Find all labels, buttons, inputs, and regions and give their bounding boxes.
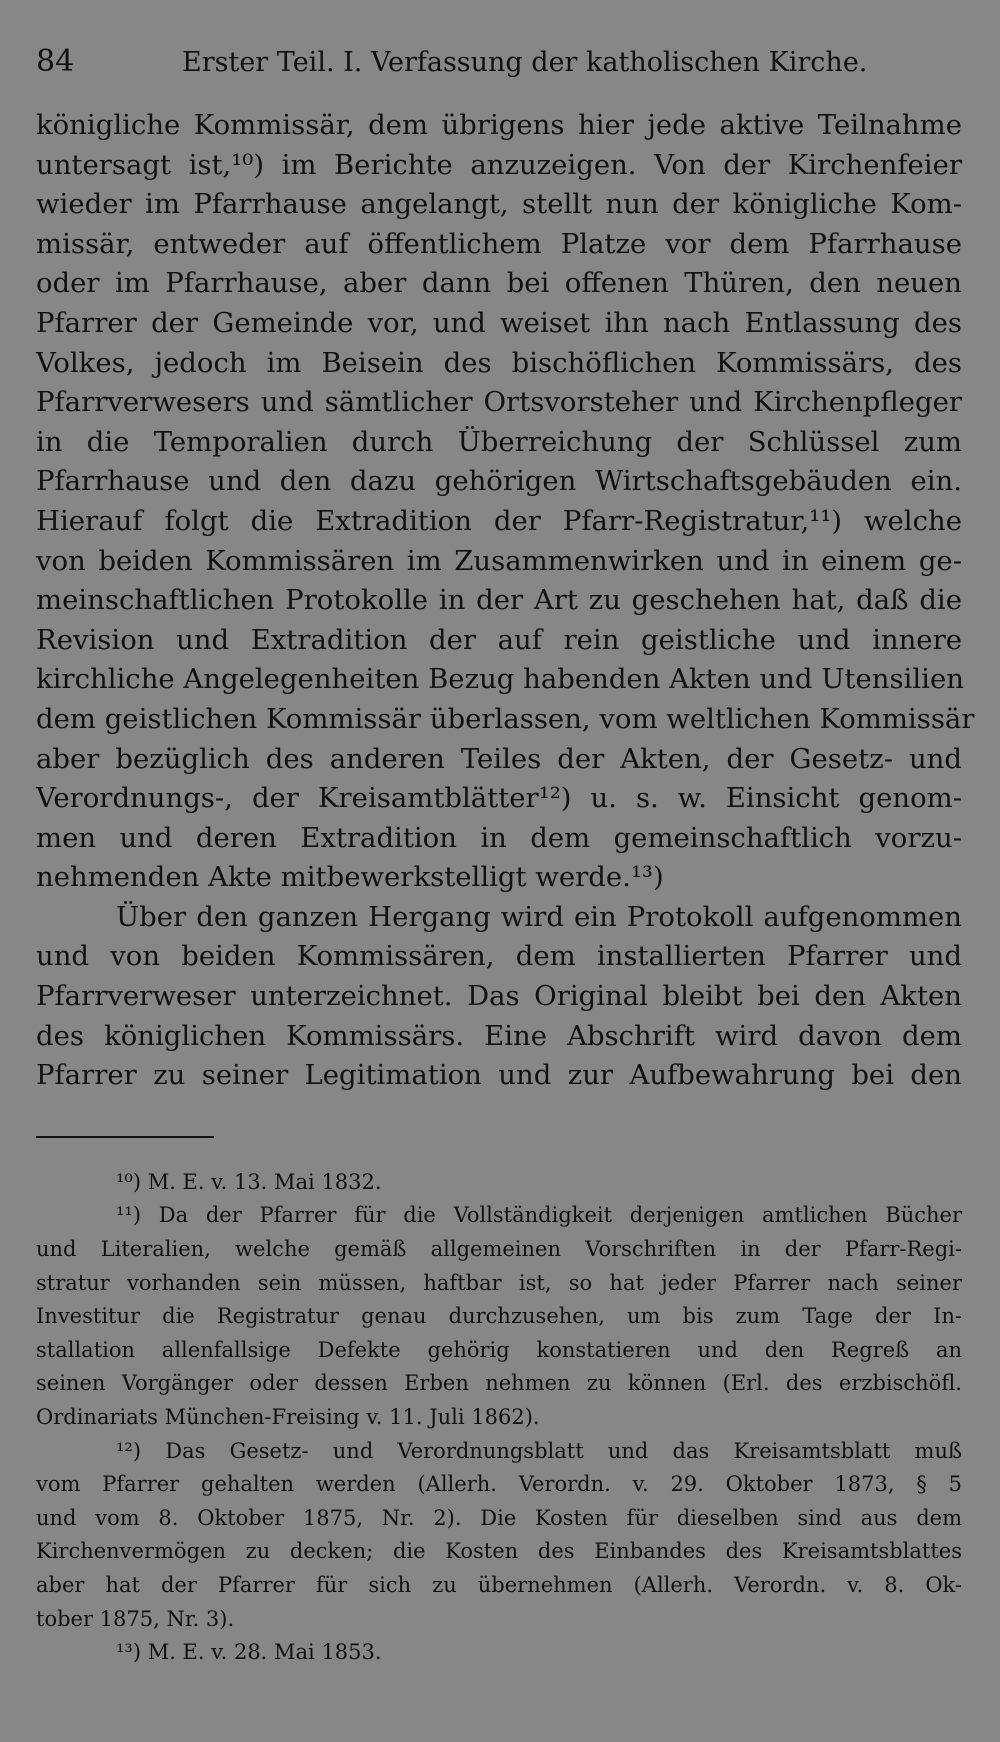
body-line: untersagt ist,¹⁰) im Berichte anzuzeigen. Von der Kirchenfeier bbox=[36, 148, 962, 181]
body-line: nehmenden Akte mitbewerkstelligt werde.¹³) bbox=[36, 861, 664, 894]
footnote-line: seinen Vorgänger oder dessen Erben nehmen zu können (Erl. des erzbischöfl. bbox=[36, 1371, 962, 1396]
footnote-line: stallation allenfallsige Defekte gehörig konstatieren und den Regreß an bbox=[36, 1337, 962, 1362]
body-line: kirchliche Angelegenheiten Bezug habenden Akten und Utensilien bbox=[36, 663, 964, 696]
body-line: des königlichen Kommissärs. Eine Abschrift wird davon dem bbox=[36, 1019, 962, 1052]
body-line: in die Temporalien durch Überreichung der Schlüssel zum bbox=[36, 425, 962, 458]
body-line: Volkes, jedoch im Beisein des bischöflichen Kommissärs, des bbox=[36, 346, 962, 379]
footnote-line: tober 1875, Nr. 3). bbox=[36, 1606, 235, 1631]
body-line: Hierauf folgt die Extradition der Pfarr-Registratur,¹¹) welche bbox=[36, 504, 962, 537]
footnote-line: Kirchenvermögen zu decken; die Kosten des Einbandes des Kreisamtsblattes bbox=[36, 1539, 962, 1564]
body-line: men und deren Extradition in dem gemeinschaftlich vorzu- bbox=[36, 821, 962, 854]
footnote-divider bbox=[36, 1136, 214, 1138]
footnote-line: und Literalien, welche gemäß allgemeinen Vorschriften in der Pfarr-Regi- bbox=[36, 1237, 962, 1262]
footnotes bbox=[36, 1166, 962, 1670]
body-line: Über den ganzen Hergang wird ein Protokoll aufgenommen bbox=[116, 900, 962, 933]
running-title: Erster Teil. I. Verfassung der katholischen Kirche. bbox=[182, 47, 868, 78]
body-text bbox=[36, 106, 975, 1096]
body-line: Pfarrverweser unterzeichnet. Das Original bleibt bei den Akten bbox=[36, 980, 962, 1013]
body-line: Revision und Extradition der auf rein geistliche und innere bbox=[36, 623, 962, 656]
page-number: 84 bbox=[36, 44, 75, 79]
body-line: missär, entweder auf öffentlichem Platze vor dem Pfarrhause bbox=[36, 227, 962, 260]
body-line: Pfarrhause und den dazu gehörigen Wirtschaftsgebäuden ein. bbox=[36, 465, 962, 498]
footnote-line: aber hat der Pfarrer für sich zu übernehmen (Allerh. Verordn. v. 8. Ok- bbox=[36, 1572, 962, 1597]
footnote-line: Ordinariats München-Freising v. 11. Juli 1862). bbox=[36, 1405, 540, 1429]
body-line: und von beiden Kommissären, dem installierten Pfarrer und bbox=[36, 940, 962, 973]
body-line: Pfarrer der Gemeinde vor, und weiset ihn nach Entlassung des bbox=[36, 306, 962, 339]
footnote-line: und vom 8. Oktober 1875, Nr. 2). Die Kosten für dieselben sind aus dem bbox=[36, 1505, 962, 1530]
body-line: dem geistlichen Kommissär überlassen, vom weltlichen Kommissär bbox=[36, 702, 975, 735]
body-line: wieder im Pfarrhause angelangt, stellt nun der königliche Kom- bbox=[36, 188, 962, 221]
body-line: Pfarrverwesers und sämtlicher Ortsvorsteher und Kirchenpfleger bbox=[36, 386, 962, 419]
footnote-line: vom Pfarrer gehalten werden (Allerh. Verordn. v. 29. Oktober 1873, § 5 bbox=[36, 1472, 962, 1497]
body-line: königliche Kommissär, dem übrigens hier jede aktive Teilnahme bbox=[36, 109, 962, 141]
body-line: aber bezüglich des anderen Teiles der Akten, der Gesetz- und bbox=[36, 742, 962, 775]
footnote-line: Investitur die Registratur genau durchzusehen, um bis zum Tage der In- bbox=[36, 1304, 962, 1329]
footnote-line: ¹⁰) M. E. v. 13. Mai 1832. bbox=[116, 1169, 382, 1194]
body-line: oder im Pfarrhause, aber dann bei offenen Thüren, den neuen bbox=[36, 267, 962, 300]
body-line: von beiden Kommissären im Zusammenwirken und in einem ge- bbox=[36, 544, 962, 577]
footnote-line: stratur vorhanden sein müssen, haftbar ist, so hat jeder Pfarrer nach seiner bbox=[36, 1270, 962, 1295]
footnote-line: ¹³) M. E. v. 28. Mai 1853. bbox=[116, 1640, 382, 1665]
body-line: Verordnungs-, der Kreisamtblätter¹²) u. s. w. Einsicht genom- bbox=[36, 782, 962, 815]
footnote-line: ¹¹) Da der Pfarrer für die Vollständigkeit derjenigen amtlichen Bücher bbox=[116, 1203, 962, 1228]
footnote-line: ¹²) Das Gesetz- und Verordnungsblatt und das Kreisamtsblatt muß bbox=[116, 1438, 962, 1463]
body-line: Pfarrer zu seiner Legitimation und zur Aufbewahrung bei den bbox=[36, 1059, 962, 1092]
page-header bbox=[36, 42, 962, 82]
body-line: meinschaftlichen Protokolle in der Art zu geschehen hat, daß die bbox=[36, 584, 962, 617]
